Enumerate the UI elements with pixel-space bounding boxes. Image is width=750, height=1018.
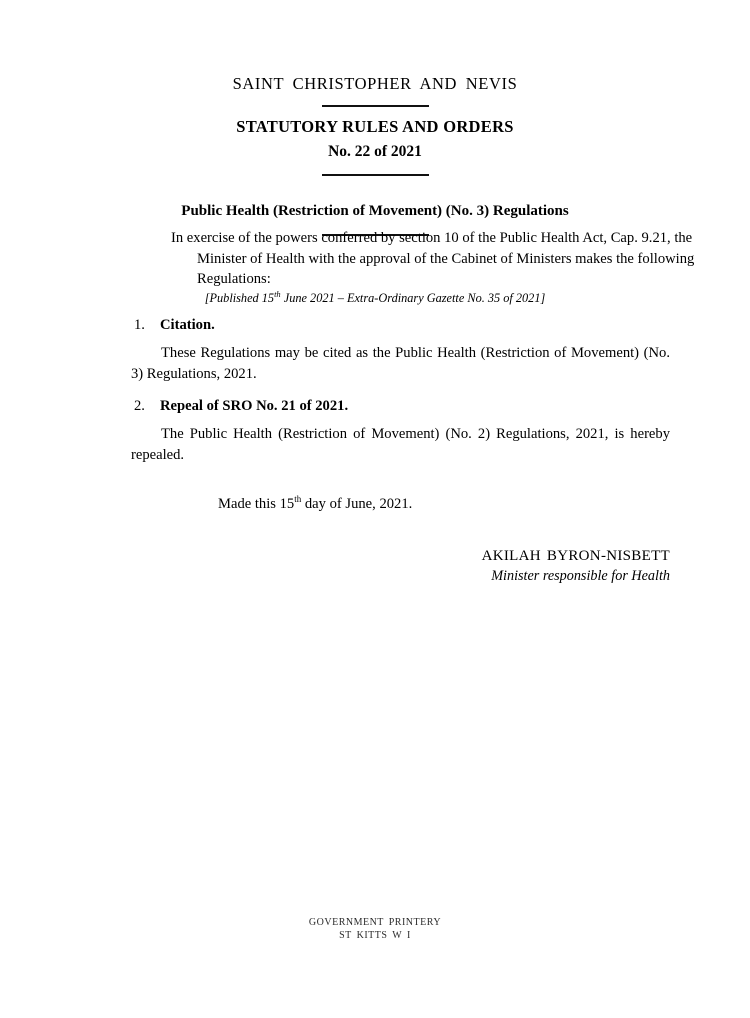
made-date-suffix: day of June, 2021. — [301, 496, 413, 512]
document-header — [0, 74, 750, 236]
page-title: Public Health (Restriction of Movement) (No. 3) Regulations — [181, 203, 569, 219]
preamble-text: In exercise of the powers conferred by section 10 of the Public Health Act, Cap. 9.21, the Minister of Health with the approval of the Cabinet of Ministers makes the following Regulations: — [171, 230, 695, 287]
section-citation — [131, 316, 670, 384]
footer-line-printery: GOVERNMENT PRINTERY — [308, 917, 442, 928]
section-body: These Regulations may be cited as the Public Health (Restriction of Movement) (No. 3) Regulations, 2021. — [131, 345, 670, 382]
page-footer — [0, 917, 750, 942]
signatory-name: AKILAH BYRON-NISBETT — [481, 548, 670, 564]
signature-block — [482, 546, 670, 586]
section-heading — [131, 397, 670, 416]
section-body: The Public Health (Restriction of Movement) (No. 2) Regulations, 2021, is hereby repealed. — [131, 426, 670, 463]
country-heading: SAINT CHRISTOPHER AND NEVIS — [232, 74, 518, 93]
statutory-rules-heading: STATUTORY RULES AND ORDERS — [236, 117, 514, 136]
published-note-ordinal: th — [274, 288, 281, 299]
section-title: Repeal of SRO No. 21 of 2021. — [160, 398, 349, 414]
made-date-prefix: Made this 15 — [218, 496, 295, 512]
header-divider-rule-1 — [322, 105, 429, 107]
header-divider-rule-2 — [322, 174, 429, 176]
section-number: 1. — [134, 317, 145, 333]
section-number: 2. — [134, 398, 145, 414]
section-title: Citation. — [160, 317, 215, 333]
footer-line-location: ST KITTS W I — [339, 929, 411, 941]
made-date-ordinal: th — [294, 494, 302, 505]
section-repeal — [131, 397, 670, 465]
preamble-paragraph — [171, 228, 697, 290]
made-date-line — [218, 494, 412, 514]
signatory-role: Minister responsible for Health — [491, 568, 670, 584]
published-note-suffix: June 2021 – Extra-Ordinary Gazette No. 35 of 2021] — [280, 291, 546, 305]
published-note — [0, 290, 750, 306]
sro-number: No. 22 of 2021 — [328, 143, 422, 160]
published-note-prefix: [Published 15 — [204, 291, 275, 305]
section-heading — [131, 316, 670, 335]
